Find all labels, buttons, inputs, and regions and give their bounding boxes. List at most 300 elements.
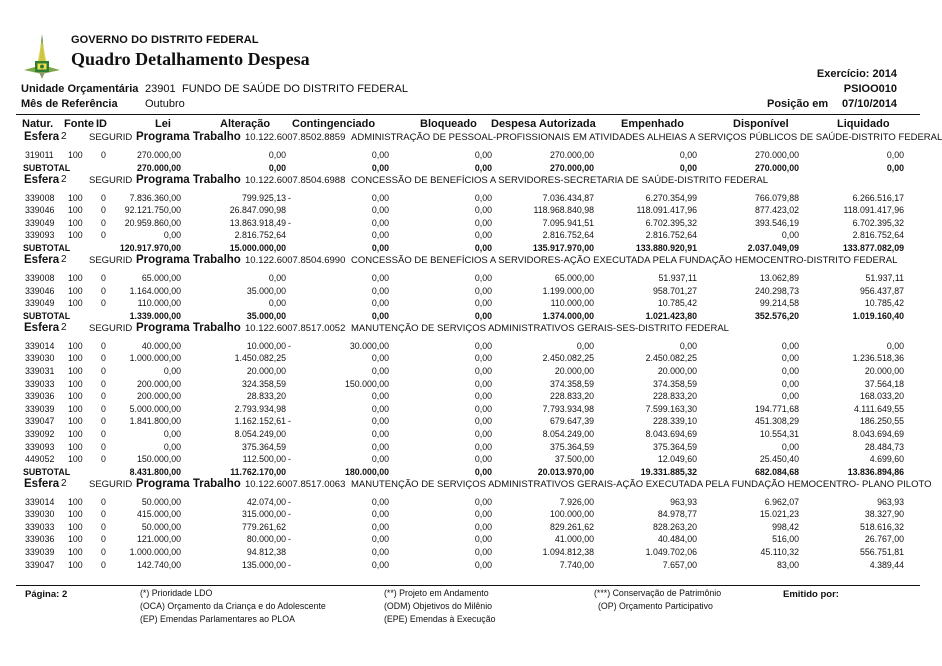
desp-cell: 374.358,59: [549, 378, 594, 389]
emp-cell: 0,00: [679, 150, 697, 160]
id-cell: 0: [101, 547, 106, 558]
subtotal-emp: 0,00: [679, 162, 697, 173]
emitido-por: Emitido por:: [783, 589, 839, 600]
unidade-name: FUNDO DE SAÚDE DO DISTRITO FEDERAL: [182, 83, 408, 95]
cont-cell: 0,00: [371, 150, 389, 160]
program-header: [0, 478, 942, 493]
cont-cell: 0,00: [371, 230, 389, 241]
liq-cell: 0,00: [886, 340, 904, 351]
cont-cell: 0,00: [371, 496, 389, 507]
bloq-cell: 0,00: [474, 378, 492, 389]
programa-trabalho-label: Programa Trabalho: [136, 321, 241, 334]
natureza-cell: 339008: [25, 192, 55, 203]
cont-cell: 0,00: [371, 428, 389, 439]
natureza-cell: 339030: [25, 353, 55, 364]
liq-cell: 956.437,87: [859, 285, 904, 296]
cont-cell: 150.000,00: [344, 378, 389, 389]
id-cell: 0: [101, 378, 106, 389]
esfera-label: Esfera: [24, 253, 60, 266]
esfera-value: 2: [61, 253, 67, 265]
lei-cell: 200.000,00: [136, 391, 181, 402]
disp-cell: 270.000,00: [754, 150, 799, 160]
subtotal-label: SUBTOTAL: [23, 466, 71, 477]
fonte-cell: 100: [68, 454, 83, 465]
desp-cell: 65.000,00: [554, 272, 594, 283]
segment-label: SEGURID: [89, 478, 133, 490]
desp-cell: 679.647,39: [549, 416, 594, 427]
alteracao-sign: -: [288, 416, 291, 427]
lei-cell: 40.000,00: [141, 340, 181, 351]
fonte-cell: 100: [68, 340, 83, 351]
lei-cell: 1.164.000,00: [129, 285, 181, 296]
id-cell: 0: [101, 416, 106, 427]
desp-cell: 829.261,62: [549, 521, 594, 532]
emp-cell: 6.702.395,32: [645, 217, 697, 228]
subtotal-disp: 270.000,00: [754, 162, 799, 173]
table-row: [0, 404, 942, 417]
legend-conservacao-patrimonio: (***) Conservação de Patrimônio: [594, 588, 722, 598]
subtotal-lei: 8.431.800,00: [129, 466, 181, 477]
subtotal-liq: 1.019.160,40: [852, 310, 904, 321]
subtotal-cont: 0,00: [371, 310, 389, 321]
fonte-cell: 100: [68, 559, 83, 570]
id-cell: 0: [101, 559, 106, 570]
subtotal-bloq: 0,00: [474, 466, 492, 477]
lei-cell: 65.000,00: [141, 272, 181, 283]
id-cell: 0: [101, 521, 106, 532]
subtotal-disp: 2.037.049,09: [747, 242, 799, 253]
cont-cell: 0,00: [371, 403, 389, 414]
bloq-cell: 0,00: [474, 559, 492, 570]
cont-cell: 0,00: [371, 217, 389, 228]
liq-cell: 2.816.752,64: [852, 230, 904, 241]
desp-cell: 41.000,00: [554, 534, 594, 545]
fonte-cell: 100: [68, 509, 83, 520]
cont-cell: 30.000,00: [349, 340, 389, 351]
bloq-cell: 0,00: [474, 509, 492, 520]
alt-cell: 779.261,62: [241, 521, 286, 532]
legend-projeto-andamento: (**) Projeto em Andamento: [384, 588, 489, 598]
liq-cell: 0,00: [886, 150, 904, 160]
lei-cell: 20.959.860,00: [124, 217, 181, 228]
subtotal-label: SUBTOTAL: [23, 162, 71, 173]
legend-prioridade-ldo: (*) Prioridade LDO: [140, 588, 213, 598]
liq-cell: 38.327,90: [864, 509, 904, 520]
emp-cell: 12.049,60: [657, 454, 697, 465]
programa-trabalho-label: Programa Trabalho: [136, 253, 241, 266]
id-cell: 0: [101, 365, 106, 376]
bloq-cell: 0,00: [474, 521, 492, 532]
subtotal-liq: 13.836.894,86: [847, 466, 904, 477]
desp-cell: 2.450.082,25: [542, 353, 594, 364]
bloq-cell: 0,00: [474, 365, 492, 376]
natureza-cell: 339093: [25, 230, 55, 241]
table-row: [0, 230, 942, 243]
alt-cell: 0,00: [268, 272, 286, 283]
esfera-value: 2: [61, 131, 67, 142]
lei-cell: 0,00: [163, 441, 181, 452]
fonte-cell: 100: [68, 298, 83, 309]
segment-label: SEGURID: [89, 132, 133, 143]
emp-cell: 40.484,00: [657, 534, 697, 545]
alt-cell: 80.000,00: [246, 534, 286, 545]
bloq-cell: 0,00: [474, 285, 492, 296]
mes-label: Mês de Referência: [21, 98, 118, 110]
emp-cell: 1.049.702,06: [645, 547, 697, 558]
natureza-cell: 339039: [25, 547, 55, 558]
subtotal-row: [0, 243, 942, 254]
legend-epe: (EPE) Emendas à Execução: [384, 614, 496, 624]
natureza-cell: 339036: [25, 391, 55, 402]
alteracao-sign: -: [288, 534, 291, 545]
subtotal-desp: 1.374.000,00: [542, 310, 594, 321]
disp-cell: 516,00: [772, 534, 799, 545]
alt-cell: 324.358,59: [241, 378, 286, 389]
fonte-cell: 100: [68, 441, 83, 452]
subtotal-label: SUBTOTAL: [23, 242, 71, 253]
emp-cell: 828.263,20: [652, 521, 697, 532]
desp-cell: 1.094.812,38: [542, 547, 594, 558]
natureza-cell: 339093: [25, 441, 55, 452]
cont-cell: 0,00: [371, 365, 389, 376]
disp-cell: 451.308,29: [754, 416, 799, 427]
program-code: 10.122.6007.8502.8859: [245, 132, 346, 143]
lei-cell: 50.000,00: [141, 521, 181, 532]
program-code: 10.122.6007.8504.6988: [245, 174, 346, 186]
disp-cell: 766.079,88: [754, 192, 799, 203]
desp-cell: 110.000,00: [550, 298, 594, 309]
subtotal-lei: 1.339.000,00: [129, 310, 181, 321]
id-cell: 0: [101, 150, 106, 160]
fonte-cell: 100: [68, 192, 83, 203]
col-empenhado: Empenhado: [621, 118, 684, 130]
desp-cell: 228.833,20: [549, 391, 594, 402]
id-cell: 0: [101, 454, 106, 465]
cont-cell: 0,00: [371, 521, 389, 532]
liq-cell: 168.033,20: [859, 391, 904, 402]
natureza-cell: 339049: [25, 298, 55, 309]
col-despesa-autorizada: Despesa Autorizada: [491, 118, 596, 130]
desp-cell: 7.926,00: [559, 496, 594, 507]
id-cell: 0: [101, 428, 106, 439]
subtotal-disp: 682.084,68: [754, 466, 799, 477]
cont-cell: 0,00: [371, 547, 389, 558]
liq-cell: 51.937,11: [865, 272, 904, 283]
table-row: [0, 205, 942, 218]
alt-cell: 2.816.752,64: [234, 230, 286, 241]
alteracao-sign: -: [288, 340, 291, 351]
cont-cell: 0,00: [371, 391, 389, 402]
desp-cell: 0,00: [576, 340, 594, 351]
program-description: ADMINISTRAÇÃO DE PESSOAL-PROFISSIONAIS EM ATIVIDADES ALHEIAS A SERVIÇOS PÚBLICOS DE SAÚDE-DISTRITO FEDERAL: [351, 132, 942, 143]
program-description: MANUTENÇÃO DE SERVIÇOS ADMINISTRATIVOS GERAIS-SES-DISTRITO FEDERAL: [351, 322, 729, 334]
emp-cell: 0,00: [679, 340, 697, 351]
alt-cell: 26.847.090,98: [229, 205, 286, 216]
cont-cell: 0,00: [371, 272, 389, 283]
liq-cell: 186.250,55: [859, 416, 904, 427]
col-bloqueado: Bloqueado: [420, 118, 477, 130]
bloq-cell: 0,00: [474, 340, 492, 351]
fonte-cell: 100: [68, 230, 83, 241]
subtotal-bloq: 0,00: [474, 162, 492, 173]
natureza-cell: 339008: [25, 272, 55, 283]
subtotal-lei: 270.000,00: [136, 162, 181, 173]
programa-trabalho-label: Programa Trabalho: [136, 173, 241, 186]
lei-cell: 0,00: [163, 428, 181, 439]
cont-cell: 0,00: [371, 353, 389, 364]
alteracao-sign: -: [288, 454, 291, 465]
cont-cell: 0,00: [371, 441, 389, 452]
program-description: CONCESSÃO DE BENEFÍCIOS A SERVIDORES-AÇÃO EXECUTADA PELA FUNDAÇÃO HEMOCENTRO-DISTRITO FEDERAL: [351, 254, 898, 266]
desp-cell: 7.740,00: [559, 559, 594, 570]
liq-cell: 1.236.518,36: [852, 353, 904, 364]
page-title: Quadro Detalhamento Despesa: [71, 49, 310, 69]
table-row: [0, 341, 942, 354]
emp-cell: 2.450.082,25: [645, 353, 697, 364]
subtotal-cont: 180.000,00: [344, 466, 389, 477]
subtotal-alt: 15.000.000,00: [229, 242, 286, 253]
liq-cell: 26.767,00: [864, 534, 904, 545]
fonte-cell: 100: [68, 496, 83, 507]
desp-cell: 20.000,00: [554, 365, 594, 376]
alt-cell: 799.925,13: [241, 192, 286, 203]
cont-cell: 0,00: [371, 192, 389, 203]
bloq-cell: 0,00: [474, 391, 492, 402]
posicao-date: 07/10/2014: [842, 98, 898, 110]
alt-cell: 94.812,38: [246, 547, 286, 558]
fonte-cell: 100: [68, 391, 83, 402]
emp-cell: 958.701,27: [652, 285, 697, 296]
subtotal-emp: 133.880.920,91: [635, 242, 697, 253]
lei-cell: 110.000,00: [137, 298, 181, 309]
esfera-value: 2: [61, 173, 67, 185]
subtotal-row: [0, 311, 942, 322]
id-cell: 0: [101, 298, 106, 309]
table-row: [0, 286, 942, 299]
desp-cell: 2.816.752,64: [542, 230, 594, 241]
subtotal-alt: 11.762.170,00: [230, 466, 286, 477]
bloq-cell: 0,00: [474, 428, 492, 439]
natureza-cell: 339039: [25, 403, 55, 414]
subtotal-cont: 0,00: [371, 162, 389, 173]
table-row: [0, 366, 942, 379]
alt-cell: 2.793.934,98: [234, 403, 286, 414]
desp-cell: 7.793.934,98: [542, 403, 594, 414]
lei-cell: 142.740,00: [136, 559, 181, 570]
fonte-cell: 100: [68, 521, 83, 532]
liq-cell: 4.699,60: [869, 454, 904, 465]
disp-cell: 0,00: [781, 365, 799, 376]
legend-op: (OP) Orçamento Participativo: [598, 601, 713, 611]
liq-cell: 963,93: [877, 496, 904, 507]
subtotal-lei: 120.917.970,00: [119, 242, 181, 253]
lei-cell: 50.000,00: [141, 496, 181, 507]
desp-cell: 7.036.434,87: [542, 192, 594, 203]
bloq-cell: 0,00: [474, 534, 492, 545]
alt-cell: 8.054.249,00: [234, 428, 286, 439]
emp-cell: 8.043.694,69: [645, 428, 697, 439]
fonte-cell: 100: [68, 217, 83, 228]
alt-cell: 375.364,59: [241, 441, 286, 452]
alt-cell: 20.000,00: [246, 365, 286, 376]
col-lei: Lei: [155, 118, 171, 130]
disp-cell: 877.423,02: [754, 205, 799, 216]
subtotal-alt: 0,00: [268, 162, 286, 173]
alt-cell: 315.000,00: [241, 509, 286, 520]
lei-cell: 0,00: [163, 365, 181, 376]
emp-cell: 10.785,42: [657, 298, 697, 309]
table-row: [0, 442, 942, 455]
fonte-cell: 100: [68, 416, 83, 427]
header-divider: [16, 114, 920, 115]
lei-cell: 5.000.000,00: [129, 403, 181, 414]
col-natur: Natur.: [22, 118, 54, 130]
table-row: [0, 193, 942, 206]
disp-cell: 393.546,19: [754, 217, 799, 228]
liq-cell: 4.111.649,55: [853, 403, 904, 414]
id-cell: 0: [101, 441, 106, 452]
disp-cell: 25.450,40: [759, 454, 799, 465]
segment-label: SEGURID: [89, 322, 133, 334]
lei-cell: 121.000,00: [136, 534, 181, 545]
footer-divider: [16, 585, 920, 586]
subtotal-label: SUBTOTAL: [23, 310, 71, 321]
id-cell: 0: [101, 230, 106, 241]
government-name: GOVERNO DO DISTRITO FEDERAL: [71, 34, 259, 46]
natureza-cell: 339047: [25, 559, 55, 570]
esfera-value: 2: [61, 477, 67, 489]
id-cell: 0: [101, 509, 106, 520]
bloq-cell: 0,00: [474, 230, 492, 241]
gdf-emblem-icon: [22, 32, 62, 80]
lei-cell: 1.841.800,00: [129, 416, 181, 427]
bloq-cell: 0,00: [474, 454, 492, 465]
esfera-value: 2: [61, 321, 67, 333]
emp-cell: 375.364,59: [652, 441, 697, 452]
disp-cell: 45.110,32: [760, 547, 799, 558]
subtotal-liq: 0,00: [886, 162, 904, 173]
bloq-cell: 0,00: [474, 298, 492, 309]
lei-cell: 150.000,00: [136, 454, 181, 465]
fonte-cell: 100: [68, 547, 83, 558]
col-contingenciado: Contingenciado: [292, 118, 376, 130]
cont-cell: 0,00: [371, 509, 389, 520]
subtotal-bloq: 0,00: [474, 242, 492, 253]
unidade-label: Unidade Orçamentária: [21, 83, 139, 95]
cont-cell: 0,00: [371, 205, 389, 216]
subtotal-liq: 133.877.082,09: [842, 242, 904, 253]
alt-cell: 1.162.152,61: [234, 416, 286, 427]
lei-cell: 200.000,00: [136, 378, 181, 389]
esfera-label: Esfera: [24, 477, 60, 490]
bloq-cell: 0,00: [474, 272, 492, 283]
program-header: [0, 254, 942, 269]
subtotal-emp: 1.021.423,80: [645, 310, 697, 321]
legend-odm: (ODM) Objetivos do Milênio: [384, 601, 493, 611]
natureza-cell: 339033: [25, 378, 55, 389]
natureza-cell: 339031: [25, 365, 55, 376]
program-code: 10.122.6007.8517.0052: [245, 322, 346, 334]
emp-cell: 6.270.354,99: [645, 192, 697, 203]
id-cell: 0: [101, 391, 106, 402]
liq-cell: 556.751,81: [859, 547, 904, 558]
natureza-cell: 339046: [25, 285, 55, 296]
bloq-cell: 0,00: [474, 441, 492, 452]
natureza-cell: 339047: [25, 416, 55, 427]
table-row: [0, 150, 942, 163]
desp-cell: 100.000,00: [549, 509, 594, 520]
alt-cell: 13.863.918,49: [229, 217, 286, 228]
emp-cell: 7.657,00: [662, 559, 697, 570]
exercicio: Exercício: 2014: [816, 68, 897, 80]
bloq-cell: 0,00: [474, 496, 492, 507]
table-row: [0, 547, 942, 560]
liq-cell: 518.616,32: [859, 521, 904, 532]
desp-cell: 37.500,00: [554, 454, 594, 465]
subtotal-emp: 19.331.885,32: [640, 466, 697, 477]
esfera-label: Esfera: [24, 173, 60, 186]
program-code: 10.122.6007.8517.0063: [245, 478, 346, 490]
desp-cell: 375.364,59: [549, 441, 594, 452]
alt-cell: 10.000,00: [246, 340, 286, 351]
col-fonte: Fonte: [64, 118, 94, 130]
id-cell: 0: [101, 496, 106, 507]
esfera-label: Esfera: [24, 321, 60, 334]
posicao-label: Posição em: [767, 98, 829, 110]
emp-cell: 84.978,77: [657, 509, 697, 520]
bloq-cell: 0,00: [474, 403, 492, 414]
subtotal-alt: 35.000,00: [246, 310, 286, 321]
natureza-cell: 339046: [25, 205, 55, 216]
emp-cell: 228.339,10: [652, 416, 697, 427]
col-liquidado: Liquidado: [837, 118, 890, 130]
disp-cell: 0,00: [781, 391, 799, 402]
liq-cell: 20.000,00: [864, 365, 904, 376]
id-cell: 0: [101, 192, 106, 203]
fonte-cell: 100: [68, 205, 83, 216]
natureza-cell: 449052: [25, 454, 55, 465]
mes-value: Outubro: [145, 98, 185, 110]
disp-cell: 13.062,89: [759, 272, 799, 283]
id-cell: 0: [101, 403, 106, 414]
disp-cell: 0,00: [781, 353, 799, 364]
report-code: PSIOO010: [843, 83, 897, 95]
id-cell: 0: [101, 285, 106, 296]
program-header: [0, 131, 942, 146]
table-row: [0, 522, 942, 535]
table-row: [0, 416, 942, 429]
natureza-cell: 339033: [25, 521, 55, 532]
cont-cell: 0,00: [371, 298, 389, 309]
natureza-cell: 339036: [25, 534, 55, 545]
fonte-cell: 100: [68, 150, 83, 160]
disp-cell: 194.771,68: [754, 403, 799, 414]
bloq-cell: 0,00: [474, 353, 492, 364]
subtotal-desp: 135.917.970,00: [532, 242, 594, 253]
subtotal-desp: 270.000,00: [549, 162, 594, 173]
programa-trabalho-label: Programa Trabalho: [136, 477, 241, 490]
emp-cell: 374.358,59: [652, 378, 697, 389]
table-row: [0, 534, 942, 547]
table-row: [0, 353, 942, 366]
lei-cell: 270.000,00: [136, 150, 181, 160]
id-cell: 0: [101, 272, 106, 283]
cont-cell: 0,00: [371, 559, 389, 570]
program-header: [0, 174, 942, 189]
disp-cell: 15.021,23: [759, 509, 799, 520]
id-cell: 0: [101, 217, 106, 228]
alteracao-sign: -: [288, 509, 291, 520]
